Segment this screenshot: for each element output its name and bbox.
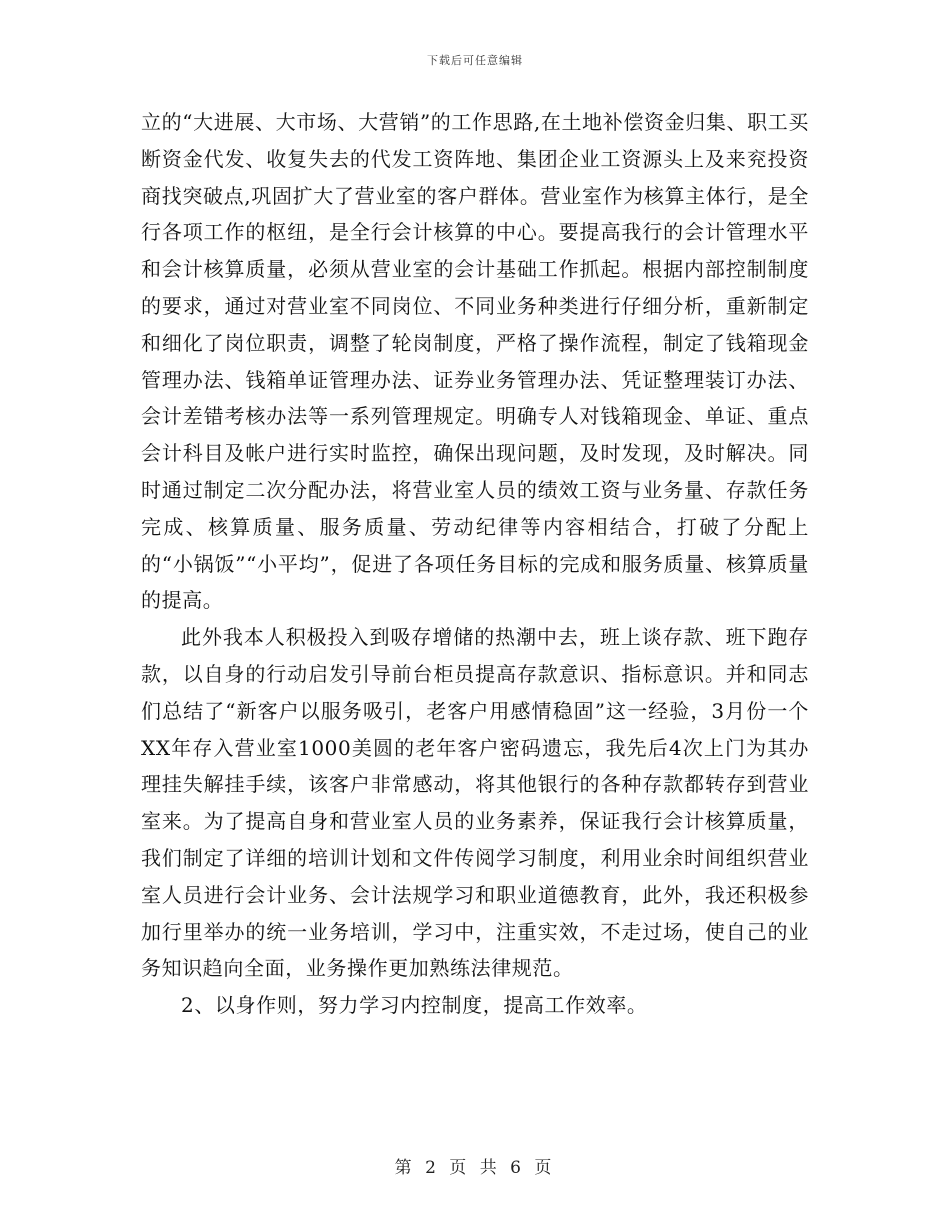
document-body (141, 104, 809, 1024)
paragraph-deposits: 此外我本人积极投入到吸存增储的热潮中去，班上谈存款、班下跑存款，以自身的行动启发引导前台柜员提高存款意识、指标意识。并和同志们总结了“新客户以服务吸引，老客户用感情稳固”这一经验，3月份一个XX年存入营业室1000美圆的老年客户密码遗忘，我先后4次上门为其办理挂失解挂手续，该客户非常感动，将其他银行的各种存款都转存到营业室来。为了提高自身和营业室人员的业务素养，保证我行会计核算质量，我们制定了详细的培训计划和文件传阅学习制度，利用业余时间组织营业室人员进行会计业务、会计法规学习和职业道德教育，此外，我还积极参加行里举办的统一业务培训，学习中，注重实效，不走过场，使自己的业务知识趋向全面，业务操作更加熟练法律规范。 (141, 625, 809, 981)
page-number-footer: 第 2 页 共 6 页 (394, 1158, 556, 1178)
page-header: 下载后可任意编辑 (427, 54, 523, 67)
section-heading: 2、以身作则，努力学习内控制度，提高工作效率。 (181, 993, 648, 1018)
paragraph-continuation: 立的“大进展、大市场、大营销”的工作思路,在土地补偿资金归集、职工买断资金代发、收复失去的代发工资阵地、集团企业工资源头上及来兖投资商找突破点,巩固扩大了营业室的客户群体。营业室作为核算主体行，是全行各项工作的枢纽，是全行会计核算的中心。要提高我行的会计管理水平和会计核算质量，必须从营业室的会计基础工作抓起。根据内部控制制度的要求，通过对营业室不同岗位、不同业务种类进行仔细分析，重新制定和细化了岗位职责，调整了轮岗制度，严格了操作流程，制定了钱箱现金管理办法、钱箱单证管理办法、证券业务管理办法、凭证整理装订办法、会计差错考核办法等一系列管理规定。明确专人对钱箱现金、单证、重点会计科目及帐户进行实时监控，确保出现问题，及时发现，及时解决。同时通过制定二次分配办法，将营业室人员的绩效工资与业务量、存款任务完成、核算质量、服务质量、劳动纪律等内容相结合，打破了分配上的“小锅饭”“小平均”，促进了各项任务目标的完成和服务质量、核算质量的提高。 (141, 110, 809, 613)
